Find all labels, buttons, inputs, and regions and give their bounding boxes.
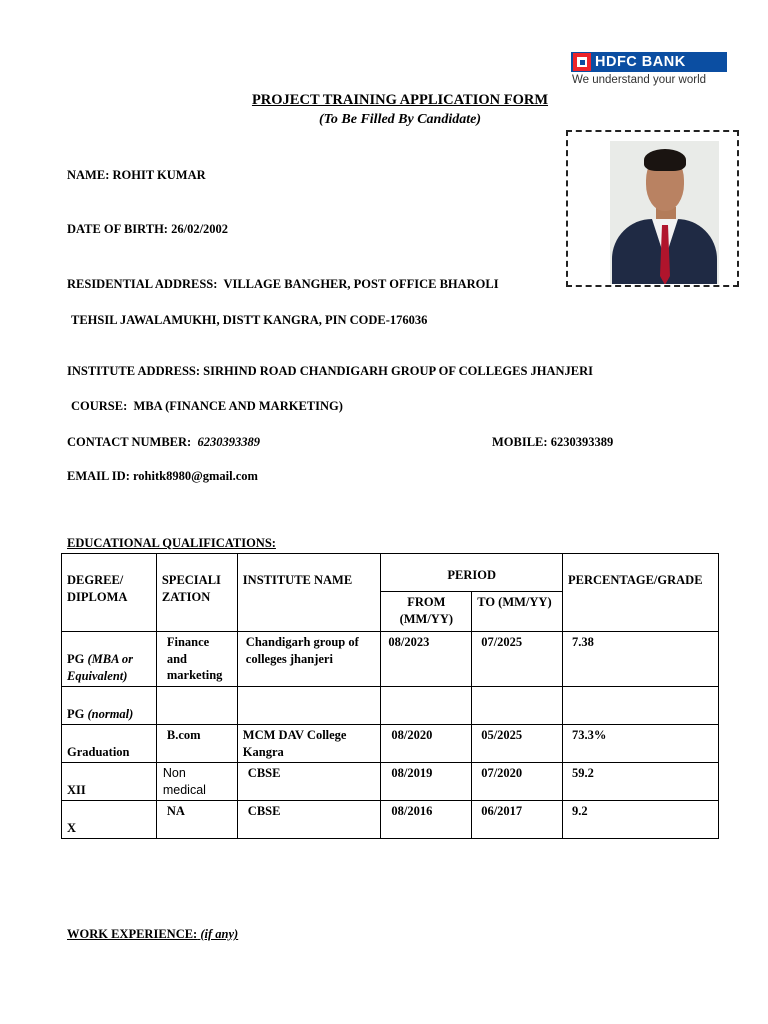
row-specialization: [156, 687, 237, 725]
header-period: PERIOD: [381, 554, 563, 592]
row-grade: 73.3%: [563, 725, 719, 763]
row-grade: 9.2: [563, 801, 719, 839]
row-to: [472, 687, 563, 725]
institute-address-field: [67, 364, 593, 379]
name-value: ROHIT KUMAR: [112, 168, 206, 182]
row-institute: Chandigarh group of colleges jhanjeri: [237, 632, 381, 687]
row-specialization: NA: [156, 801, 237, 839]
row-from: 08/2023: [381, 632, 472, 687]
mobile-field: [492, 435, 613, 450]
table-row: [62, 632, 719, 687]
candidate-photo: [610, 141, 719, 284]
row-specialization: B.com: [156, 725, 237, 763]
institute-label: INSTITUTE ADDRESS:: [67, 364, 201, 378]
work-heading-text: WORK EXPERIENCE:: [67, 927, 198, 941]
degree-text: PG: [67, 706, 85, 721]
row-to: 07/2025: [472, 632, 563, 687]
hdfc-mark-icon: [573, 53, 591, 71]
row-degree: [62, 763, 157, 801]
hdfc-bank-logo: [571, 52, 731, 92]
degree-text: PG: [67, 652, 85, 666]
dob-field: [67, 222, 228, 237]
row-from: 08/2016: [381, 801, 472, 839]
row-specialization: Non medical: [156, 763, 237, 801]
table-row: [62, 687, 719, 725]
education-table: [61, 553, 719, 839]
contact-label: CONTACT NUMBER:: [67, 435, 192, 449]
mobile-label: MOBILE:: [492, 435, 548, 449]
table-row: [62, 801, 719, 839]
header-specialization: SPECIALI ZATION: [156, 554, 237, 632]
contact-field: [67, 435, 260, 450]
header-degree: DEGREE/ DIPLOMA: [62, 554, 157, 632]
institute-value: SIRHIND ROAD CHANDIGARH GROUP OF COLLEGES JHANJERI: [203, 364, 594, 378]
email-label: EMAIL ID:: [67, 469, 130, 483]
residential-line2: TEHSIL JAWALAMUKHI, DISTT KANGRA, PIN CODE-176036: [71, 313, 428, 327]
course-label: COURSE:: [71, 399, 128, 413]
work-experience-heading: [67, 927, 238, 942]
degree-text: Graduation: [67, 744, 130, 759]
logo-bar: [571, 52, 727, 72]
degree-text: XII: [67, 782, 86, 797]
residential-line1: VILLAGE BANGHER, POST OFFICE BHAROLI: [223, 277, 499, 291]
residential-address-field: [67, 277, 499, 292]
course-field: [71, 399, 343, 414]
row-institute: [237, 687, 381, 725]
email-value: rohitk8980@gmail.com: [132, 469, 258, 483]
row-degree: [62, 687, 157, 725]
residential-label: RESIDENTIAL ADDRESS:: [67, 277, 218, 291]
row-from: 08/2020: [381, 725, 472, 763]
table-row: [62, 763, 719, 801]
name-field: [67, 168, 206, 183]
row-from: 08/2019: [381, 763, 472, 801]
row-institute: CBSE: [237, 763, 381, 801]
row-to: 07/2020: [472, 763, 563, 801]
table-row: [62, 725, 719, 763]
row-degree: [62, 801, 157, 839]
contact-value: 6230393389: [197, 435, 260, 449]
row-degree: [62, 632, 157, 687]
header-from: FROM (MM/YY): [381, 592, 472, 632]
course-value: MBA (FINANCE AND MARKETING): [133, 399, 343, 413]
row-degree: [62, 725, 157, 763]
table-header-row: [62, 554, 719, 592]
form-subtitle: (To Be Filled By Candidate): [318, 112, 482, 127]
header-grade: PERCENTAGE/GRADE: [563, 554, 719, 632]
header-institute: INSTITUTE NAME: [237, 554, 381, 632]
email-field: [67, 469, 258, 484]
row-specialization: Finance and marketing: [156, 632, 237, 687]
form-title: PROJECT TRAINING APPLICATION FORM: [251, 92, 549, 108]
photo-frame: [566, 130, 739, 287]
degree-note: (normal): [87, 706, 134, 721]
row-to: 06/2017: [472, 801, 563, 839]
header-to: TO (MM/YY): [472, 592, 563, 632]
education-heading: EDUCATIONAL QUALIFICATIONS:: [67, 536, 276, 550]
mobile-value: 6230393389: [550, 435, 614, 449]
degree-text: X: [67, 820, 77, 835]
row-grade: [563, 687, 719, 725]
row-institute: CBSE: [237, 801, 381, 839]
row-grade: 59.2: [563, 763, 719, 801]
row-institute: MCM DAV College Kangra: [237, 725, 381, 763]
dob-value: 26/02/2002: [171, 222, 229, 236]
name-label: NAME:: [67, 168, 110, 182]
row-to: 05/2025: [472, 725, 563, 763]
degree-note: (MBA or Equivalent): [67, 652, 133, 683]
row-from: [381, 687, 472, 725]
logo-bank-name: HDFC BANK: [595, 54, 686, 70]
dob-label: DATE OF BIRTH:: [67, 222, 168, 236]
logo-tagline: We understand your world: [572, 74, 707, 86]
work-heading-note: (if any): [200, 927, 239, 941]
row-grade: 7.38: [563, 632, 719, 687]
